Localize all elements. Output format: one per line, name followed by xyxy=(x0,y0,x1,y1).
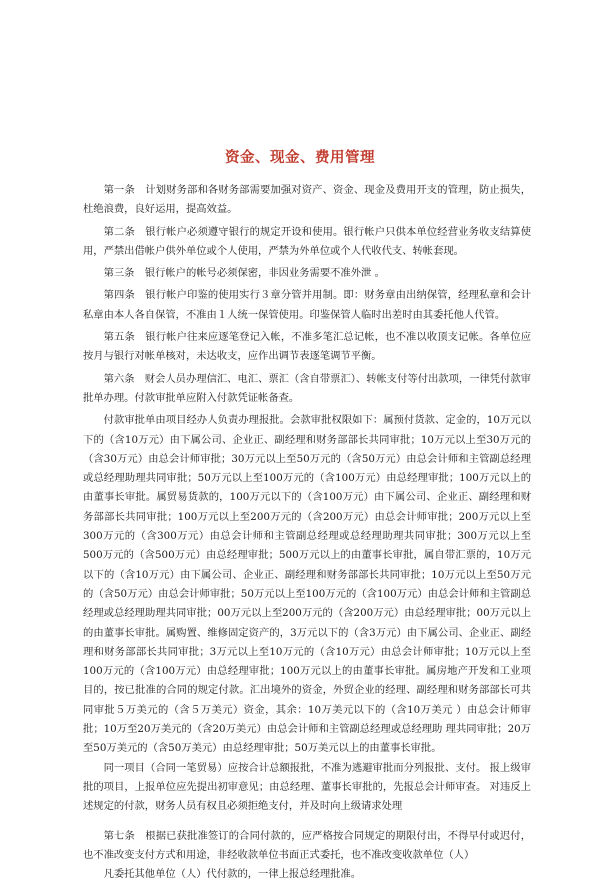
same-project-paragraph: 同一项目（合同一笔贸易）应按合计总额报批，不准为逃避审批而分列报批、支付。 报上级审批的项目，上报单位应先提出初审意见；由总经理、董事长审批的，先报总会计师审查。 对违反上述规定的付款，财务人员有权且必须拒绝支付，并及时向上级请求处理 xyxy=(83,761,531,813)
article-5-paragraph: 第五条 银行帐户往来应逐笔登记入帐，不准多笔汇总记帐，也不准以收顶支记帐。各单位应按月与银行对帐单核对，未达收支，应作出调节表逐笔调节平衡。 xyxy=(83,331,531,363)
article-3-paragraph: 第三条 银行帐户的帐号必须保密，非因业务需要不准外泄 。 xyxy=(103,267,385,280)
article-4-paragraph: 第四条 银行帐户印鉴的使用实行３章分管并用制。即：财务章由出纳保管，经理私章和会计私章由本人各自保管，不准由１人统一保管使用。印鉴保管人临时出差时由其委托他人代管。 xyxy=(83,289,531,321)
article-6-paragraph: 第六条 财会人员办理信汇、电汇、票汇（含自带票汇）、转帐支付等付出款项，一律凭付款审批单办理。付款审批单应附入付款凭证帐备查。 xyxy=(83,372,531,404)
document-body xyxy=(83,181,531,884)
article-2-paragraph: 第二条 银行帐户必须遵守银行的规定开设和使用。银行帐户只供本单位经营业务收支结算使用，严禁出借帐户供外单位或个人使用，严禁为外单位或个人代收代支、转帐套现。 xyxy=(83,225,531,257)
payment-approval-paragraph: 付款审批单由项目经办人负责办理报批。会款审批权限如下：属预付货款、定金的，10万元以下的（含10万元）由下属公司、企业正、副经理和财务部部长共同审批；10万元以上至30万元的（含30万元）由总会计师审批；30万元以上至50万元的（含50万元）由总会计师和主管副总经理或总经理助理共同审批；50万元以上至100万元的（含100万元）由总经理审批；100万元以上的由董事长审批。属贸易货款的，100万元以下的（含100万元）由下属公司、企业正、副经理和财务部部长共同审批；100万元以上至200万元的（含200万元）由总会计师审批；200万元以上至300万元的（含300万元）由总会计师和主管副总经理或总经理助理共同审批；300万元以上至500万元的（含500万元）由总经理审批；500万元以上的由董事长审批，属自带汇票的，10万元以下的（含10万元）由下属公司、企业正、副经理和财务部部长共同审批；10万元以上至50万元的（含50万元）由总会计师审批；50万元以上至100万元的（含100万元）由总会计师和主管副总经理或总经理助理共同审批；00万元以上至200万元的（含200万元）由总经理审批；00万元以上的由董事长审批。属购置、维修固定资产的，3万元以下的（含3万元）由下属公司、企业正、副经理和财务部部长共同审批；3万元以上至10万元的（含10万元）由总会计师审批；10万元以上至100万元的（含100万元）由总经理审批；100万元以上的由董事长审批。属房地产开发和工业项目的，按已批准的合同的规定付款。汇出境外的资金，外贸企业的经理、副经理和财务部部长可共同审批５万美元的（含５万美元）资金，其余：10万美元以下的（含10万美元 ）由总会计师审批；10万至20万美元的（含20万美元）由总会计师和主管副总经理或总经理助 理共同审批；20万至50万美元的（含50万美元）由总经理审批；50万美元以上的由董事长审批。 xyxy=(83,414,531,755)
entrusted-payment-paragraph: 凡委托其他单位（人）代付款的，一律上报总经理批准。 xyxy=(103,868,362,881)
article-7-paragraph: 第七条 根据已获批准签订的合同付款的，应严格按合同规定的期限付出，不得早付或迟付，也不准改变支付方式和用途，非经收款单位书面正式委托，也不准改变收款单位（人） xyxy=(83,829,531,861)
document-title: 资金、现金、费用管理 xyxy=(225,149,375,166)
article-1-paragraph: 第一条 计划财务部和各财务部需要加强对资产、资金、现金及费用开支的管理，防止损失，杜绝浪费，良好运用，提高效益。 xyxy=(83,184,531,216)
